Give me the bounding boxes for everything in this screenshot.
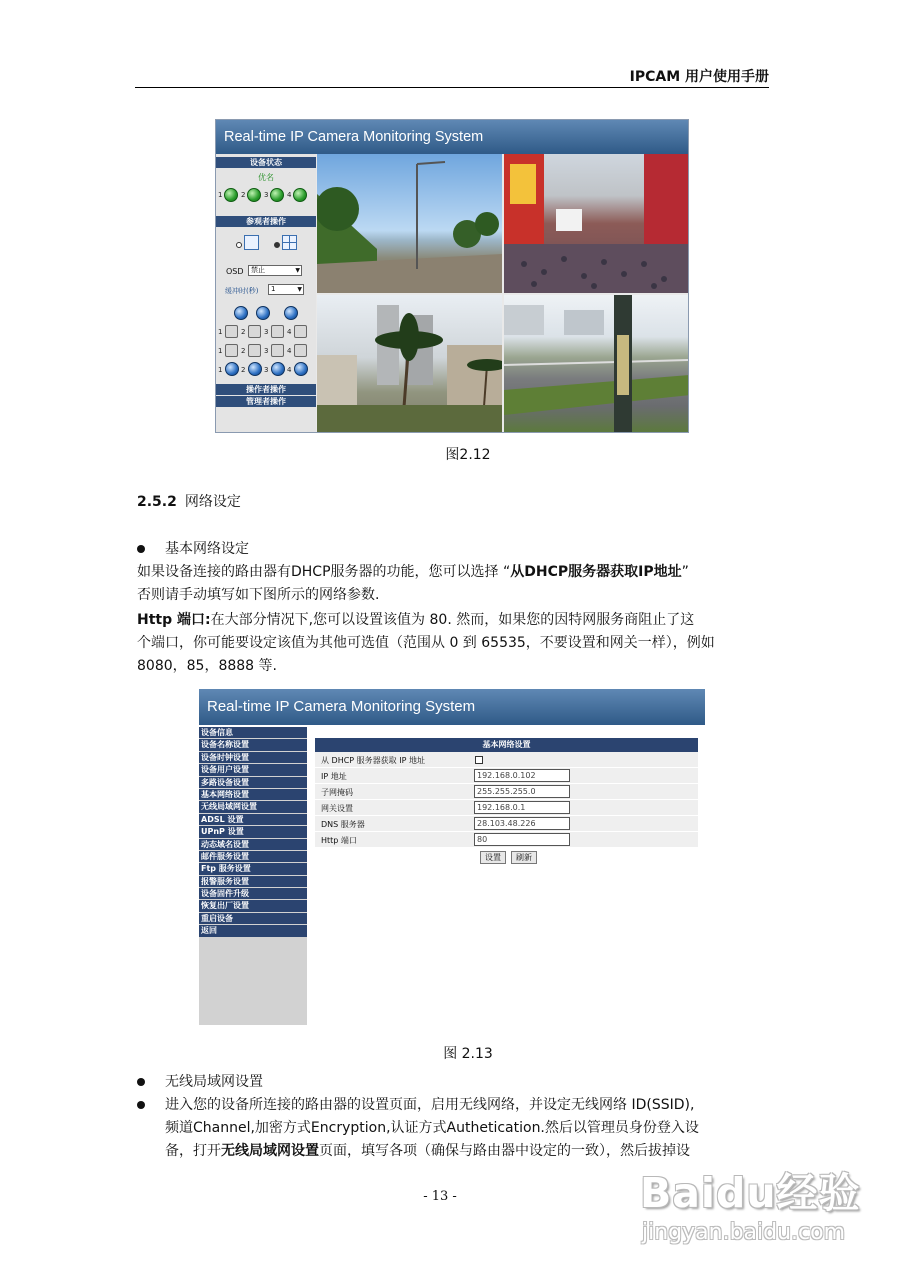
form-row-http-port <box>315 832 698 848</box>
network-settings-form <box>315 738 698 862</box>
dhcp-checkbox[interactable] <box>475 756 483 764</box>
mask-input[interactable]: 255.255.255.0 <box>474 785 570 798</box>
section-heading <box>137 491 241 511</box>
record-icon[interactable] <box>271 362 285 376</box>
dns-input[interactable]: 28.103.48.226 <box>474 817 570 830</box>
menu-item[interactable]: 恢复出厂设置 <box>199 900 307 912</box>
talk-icon[interactable] <box>294 344 307 357</box>
gateway-input[interactable]: 192.168.0.1 <box>474 801 570 814</box>
para1-text-b: ” <box>681 564 689 580</box>
ptz-center-icon[interactable] <box>256 306 270 320</box>
audio-icon[interactable] <box>294 325 307 338</box>
menu-item[interactable]: 无线局域网设置 <box>199 801 307 813</box>
camera-feed-grid <box>316 154 689 433</box>
camera-view-3[interactable] <box>317 295 502 433</box>
talk-icon[interactable] <box>248 344 261 357</box>
camera-view-4[interactable] <box>504 295 689 433</box>
para1-line2: 否则请手动填写如下图所示的网络参数. <box>137 587 380 603</box>
bullet3-bold: 无线局域网设置 <box>221 1143 319 1159</box>
header-rule <box>135 87 769 88</box>
talk-icon[interactable] <box>271 344 284 357</box>
device-status-header: 设备状态 <box>216 157 316 168</box>
menu-item[interactable]: UPnP 设置 <box>199 826 307 838</box>
figure-2-12-screenshot <box>215 119 689 433</box>
watermark-url: jingyan.baidu.com <box>642 1220 846 1245</box>
gateway-label: 网关设置 <box>321 804 353 813</box>
record-icon[interactable] <box>294 362 308 376</box>
para1-text-a: 如果设备连接的路由器有DHCP服务器的功能，您可以选择 “ <box>137 564 511 580</box>
visitor-ops-header: 参观者操作 <box>216 216 316 227</box>
admin-ops-header[interactable]: 管理者操作 <box>216 396 316 407</box>
bullet3-line1: 进入您的设备所连接的路由器的设置页面，启用无线网络，并设定无线网络 ID(SSID), <box>165 1097 695 1113</box>
audio-icon[interactable] <box>248 325 261 338</box>
http-port-label: Http 端口 <box>321 836 357 845</box>
ip-label: IP 地址 <box>321 772 347 781</box>
para2-line1: 在大部分情况下,您可以设置该值为 80. 然而，如果您的因特网服务商阻止了这 <box>210 612 695 628</box>
buffer-select[interactable]: 1 ▼ <box>268 284 304 295</box>
figure-2-12-caption: 图2.12 <box>445 447 491 463</box>
dhcp-label: 从 DHCP 服务器获取 IP 地址 <box>321 756 425 765</box>
status-num-2: 2 <box>241 191 246 199</box>
osd-select[interactable]: 禁止 ▼ <box>248 265 302 276</box>
para2-line3: 8080，85，8888 等. <box>137 658 277 674</box>
form-row-mask <box>315 784 698 800</box>
paragraph-dhcp <box>137 561 771 607</box>
watermark-logo: Baidu经验 <box>640 1169 861 1217</box>
osd-label: OSD <box>226 267 244 276</box>
record-icon[interactable] <box>248 362 262 376</box>
menu-item[interactable]: 设备用户设置 <box>199 764 307 776</box>
bullet3-line2: 频道Channel,加密方式Encryption,认证方式Authetication.然后以管理员身份登入设 <box>165 1120 699 1136</box>
single-view-radio[interactable] <box>236 242 242 248</box>
menu-item[interactable]: 设备信息 <box>199 727 307 739</box>
refresh-button[interactable]: 刷新 <box>511 851 537 864</box>
figure-2-13-screenshot <box>199 689 705 1025</box>
bullet-label: 基本网络设定 <box>165 541 249 557</box>
alias-label: 优名 <box>258 173 274 182</box>
page-header-title: IPCAM 用户使用手册 <box>629 69 769 85</box>
bullet-wlan <box>165 1071 765 1094</box>
bullet3-line3b: 页面，填写各项（确保与路由器中设定的一致），然后拔掉设 <box>319 1143 690 1159</box>
talk-icon[interactable] <box>225 344 238 357</box>
ip-input[interactable]: 192.168.0.102 <box>474 769 570 782</box>
app-banner: Real-time IP Camera Monitoring System <box>199 689 705 725</box>
quad-view-icon[interactable] <box>282 235 297 250</box>
page-number: - 13 - <box>423 1189 457 1204</box>
form-row-dns <box>315 816 698 832</box>
status-num-4: 4 <box>287 191 292 199</box>
bullet3-line3a: 备，打开 <box>165 1143 221 1159</box>
menu-item[interactable]: 设备时钟设置 <box>199 752 307 764</box>
section-title: 网络设定 <box>184 494 241 510</box>
ptz-left-icon[interactable] <box>234 306 248 320</box>
audio-icon[interactable] <box>271 325 284 338</box>
para2-bold: Http 端口: <box>137 612 211 628</box>
ptz-right-icon[interactable] <box>284 306 298 320</box>
form-title: 基本网络设置 <box>315 738 698 752</box>
camera-view-1[interactable] <box>317 154 502 293</box>
para2-line2: 个端口，你可能要设定该值为其他可选值（范围从 0 到 65535，不要设置和网关一样），例如 <box>137 635 715 651</box>
set-button[interactable]: 设置 <box>480 851 506 864</box>
menu-item[interactable]: 重启设备 <box>199 913 307 925</box>
single-view-icon[interactable] <box>244 235 259 250</box>
status-num-1: 1 <box>218 191 223 199</box>
menu-item[interactable]: 返回 <box>199 925 307 937</box>
status-light-icon <box>247 188 261 202</box>
form-row-dhcp <box>315 752 698 768</box>
baidu-watermark <box>624 1160 884 1270</box>
camera-view-2[interactable] <box>504 154 689 293</box>
section-number: 2.5.2 <box>137 494 177 510</box>
mask-label: 子网掩码 <box>321 788 353 797</box>
menu-item[interactable]: 基本网络设置 <box>199 789 307 801</box>
form-row-gateway <box>315 800 698 816</box>
record-icon[interactable] <box>225 362 239 376</box>
settings-menu <box>199 727 307 1025</box>
para1-bold: 从DHCP服务器获取IP地址 <box>510 564 682 580</box>
bullet-wlan-steps <box>165 1094 771 1163</box>
menu-item[interactable]: 邮件服务设置 <box>199 851 307 863</box>
menu-item[interactable]: 设备固件升级 <box>199 888 307 900</box>
control-sidebar: 设备状态 优名 1 2 3 4 参观者操作 OSD 禁止 ▼ 缓冲时(秒) 1 ▼ 1 2 3 4 1 2 3 4 1 2 3 4 操作者操作 管理者操作 <box>216 154 316 433</box>
app-banner: Real-time IP Camera Monitoring System <box>216 120 688 154</box>
form-row-ip <box>315 768 698 784</box>
status-light-icon <box>270 188 284 202</box>
menu-item[interactable]: 设备名称设置 <box>199 739 307 751</box>
bullet-label: 无线局域网设置 <box>165 1074 263 1090</box>
menu-item[interactable]: 报警服务设置 <box>199 876 307 888</box>
figure-2-13-caption: 图 2.13 <box>443 1046 493 1062</box>
menu-item[interactable]: Ftp 服务设置 <box>199 863 307 875</box>
status-light-icon <box>224 188 238 202</box>
status-num-3: 3 <box>264 191 269 199</box>
menu-item[interactable]: 动态域名设置 <box>199 839 307 851</box>
operator-ops-header[interactable]: 操作者操作 <box>216 384 316 395</box>
bullet-basic-network <box>165 538 765 561</box>
status-light-icon <box>293 188 307 202</box>
paragraph-http-port <box>137 609 771 678</box>
buffer-label: 缓冲时(秒) <box>225 287 259 295</box>
menu-item[interactable]: 多路设备设置 <box>199 777 307 789</box>
dns-label: DNS 服务器 <box>321 820 365 829</box>
http-port-input[interactable]: 80 <box>474 833 570 846</box>
audio-icon[interactable] <box>225 325 238 338</box>
quad-view-radio[interactable] <box>274 242 280 248</box>
menu-item[interactable]: ADSL 设置 <box>199 814 307 826</box>
